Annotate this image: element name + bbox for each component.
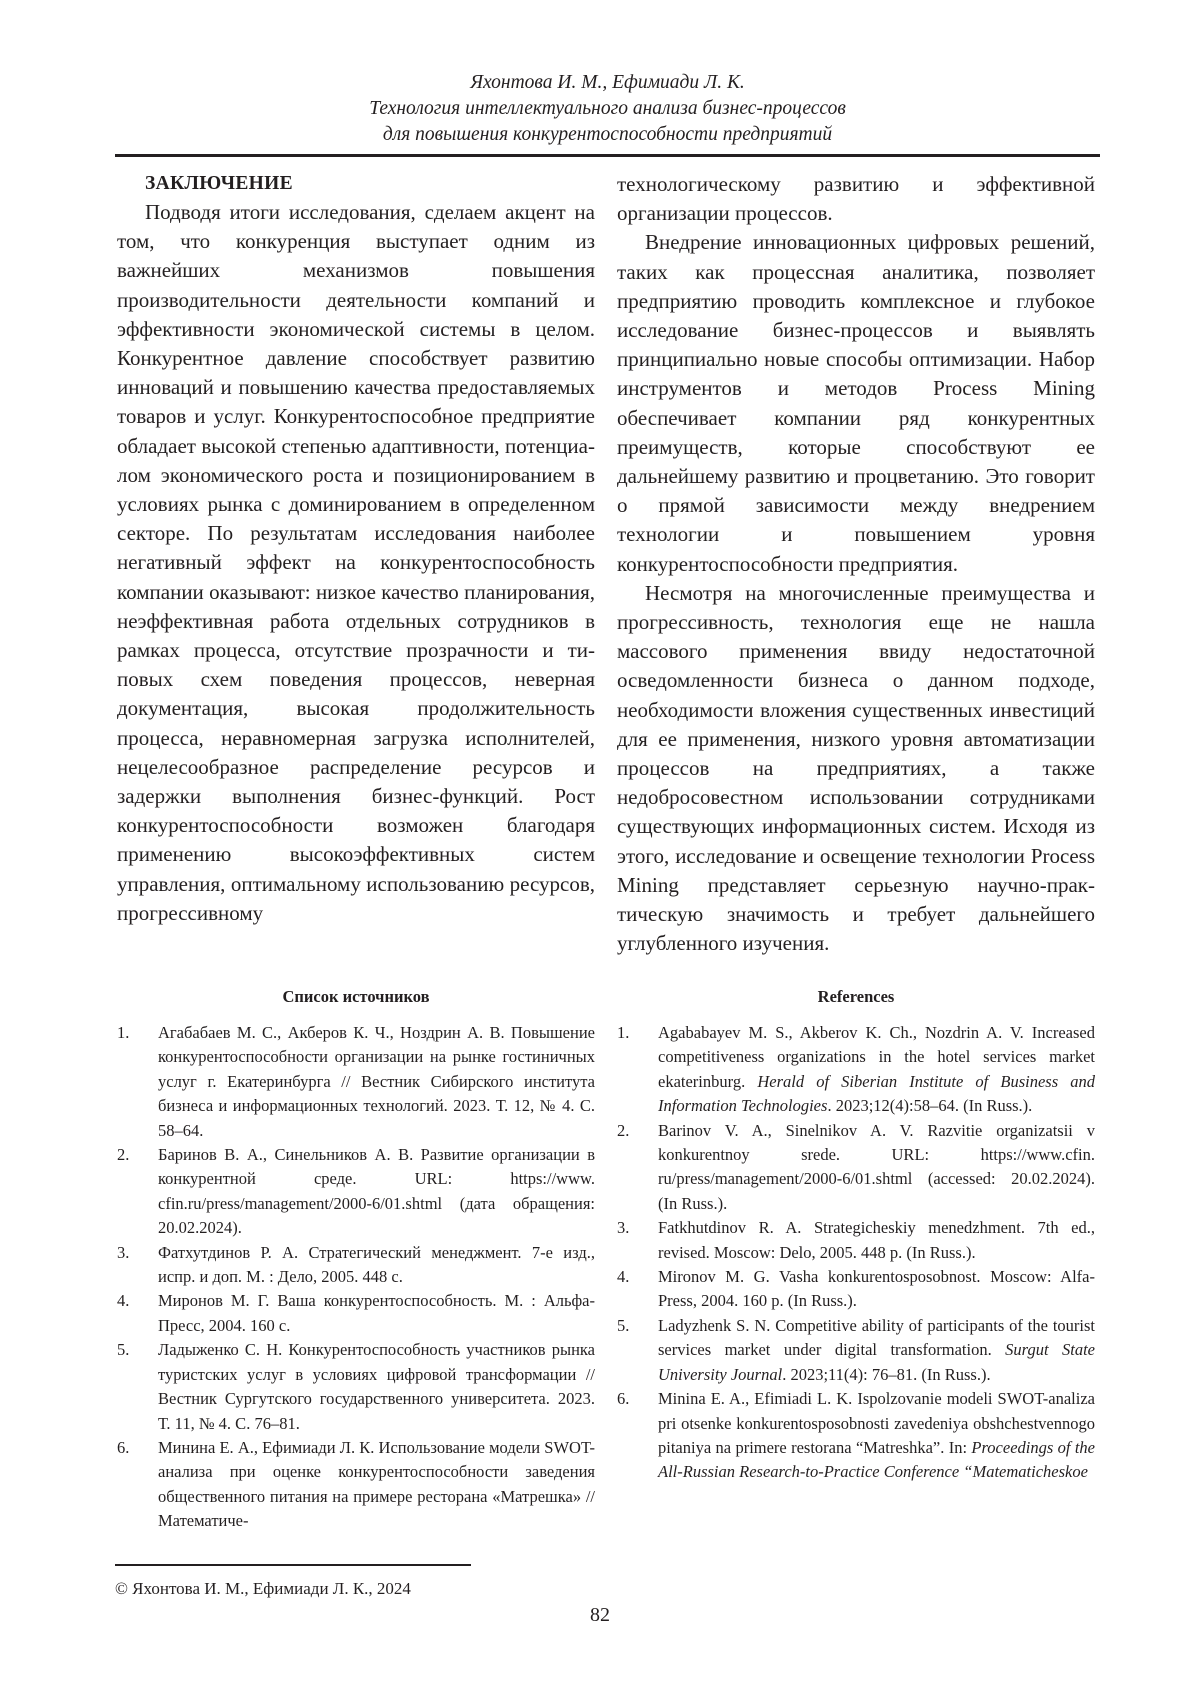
header-authors: Яхонтова И. М., Ефимиади Л. К.: [470, 72, 745, 93]
conclusion-paragraph-2: Внедрение инновационных цифровых решений, таких как процессная аналитика, позволяет предприятию проводить комплексное и глубокое исследование бизнес-процессов и выявлять принципиально новые способы оптимизации. Набор инструментов и методов Process Mining обеспечивает компании ряд конкурентных преимуществ, которые способствуют ее дальнейшему развитию и процветанию. Это говорит о прямой зависимости между внедрением технологии и повышением уровня конкурентоспособности предприятия.: [617, 230, 1095, 576]
reference-plain: Barinov V. A., Sinelnikov A. V. Razvitie organizatsii v konkurentnoy srede. URL: https://www.cfin.​ru/press/management/2000-6/01.shtml (accessed: 20.02.2024). (In Russ.).: [658, 1120, 1095, 1213]
reference-number: 3.: [617, 1218, 630, 1238]
source-number: 5.: [117, 1340, 130, 1360]
running-header: [115, 70, 1100, 148]
reference-plain: Fatkhutdinov R. A. Strategicheskiy menedzhment. 7th ed., revised. Moscow: Delo, 2005. 448 p. (In Russ.).: [658, 1218, 1095, 1262]
header-title-line-2: для повышения конкурентоспособности предприятий: [382, 124, 833, 145]
reference-number: 4.: [617, 1267, 630, 1287]
reference-tail: . 2023;11(4): 76–81. (In Russ.).: [782, 1364, 991, 1384]
source-text: Фатхутдинов Р. А. Стратегический менеджмент. 7-е изд., испр. и доп. М. : Дело, 2005. 448 с.: [158, 1242, 595, 1287]
source-item: [117, 1241, 595, 1290]
reference-tail: . 2023;12(4):58–64. (In Russ.).: [827, 1096, 1033, 1116]
source-number: 2.: [117, 1145, 130, 1165]
references-list-en: [617, 985, 1095, 1485]
reference-number: 1.: [617, 1023, 630, 1042]
source-number: 4.: [117, 1291, 130, 1311]
reference-number: 2.: [617, 1120, 630, 1140]
source-text: Миронов М. Г. Ваша конкурентоспособность. М. : Альфа-Пресс, 2004. 160 с.: [158, 1291, 595, 1335]
reference-item: [617, 1021, 1095, 1119]
reference-item: [617, 1216, 1095, 1265]
reference-text: [658, 1387, 1095, 1485]
sources-list-ru: [117, 985, 595, 1534]
references-heading: References: [817, 987, 895, 1006]
reference-item: [617, 1119, 1095, 1217]
sources-heading: Список источников: [282, 987, 430, 1006]
reference-item: [617, 1265, 1095, 1314]
source-text: Баринов В. А., Синельников А. В. Развитие организации в конкурентной среде. URL: https://www.​cfin.ru/press/management/2000-6/01.shtml (дата обращения: 20.02.2024).: [158, 1145, 595, 1238]
source-number: 1.: [117, 1023, 130, 1042]
source-text: Минина Е. А., Ефимиади Л. К. Использование модели SWOT-анализа при оценке конкурентоспособности заведения общественного питания на примере ресторана «Матрешка» // Математиче-: [158, 1437, 595, 1531]
source-item: [117, 1021, 595, 1143]
header-title-line-1: Технология интеллектуального анализа бизнес-процессов: [369, 98, 846, 119]
source-item: [117, 1143, 595, 1241]
reference-plain: Agababayev M. S., Akberov K. Ch., Nozdrin A. V. Increased competitiveness organizations in the hotel services market ekaterinburg.: [658, 1023, 1095, 1091]
reference-plain: Mironov M. G. Vasha konkurentosposobnost. Moscow: Alfa-Press, 2004. 160 p. (In Russ.).: [658, 1267, 1095, 1311]
copyright-notice: © Яхонтова И. М., Ефимиади Л. К., 2024: [115, 1579, 411, 1598]
source-item: [117, 1289, 595, 1338]
source-item: [117, 1436, 595, 1534]
footnote-rule: [115, 1564, 471, 1566]
reference-plain: Minina E. A., Efimiadi L. K. Ispolzovanie modeli SWOT-analiza pri otsenke konkurentosposobnosti zavedeniya obshchestvennogo pitaniya na primere restorana “Matreshka”. In:: [658, 1389, 1095, 1457]
source-text: Ладыженко С. Н. Конкурентоспособность участников рынка туристских услуг в условиях цифровой трансформации // Вестник Сургутского государственного университета. 2023. Т. 11, № 4. С. 76–81.: [158, 1340, 595, 1433]
conclusion-paragraph-1-continued: технологическому развитию и эффективной организации процессов.: [617, 172, 1095, 226]
header-rule: [115, 154, 1100, 157]
reference-text: [658, 1119, 1095, 1217]
reference-text: [658, 1314, 1095, 1387]
reference-number: 6.: [617, 1389, 630, 1409]
source-number: 6.: [117, 1437, 130, 1457]
reference-text: [658, 1021, 1095, 1119]
reference-journal: Herald of Siberian Institute of Business and Information Technologies: [658, 1071, 1095, 1116]
reference-text: [658, 1216, 1095, 1265]
source-text: Агабабаев М. С., Акберов К. Ч., Ноздрин А. В. Повышение конкурентоспособности организации на рынке гостиничных услуг г. Екатеринбурга // Вестник Сибирского института бизнеса и информационных технологий. 2023. Т. 12, № 4. С. 58–64.: [158, 1023, 595, 1140]
reference-number: 5.: [617, 1315, 630, 1335]
source-item: [117, 1338, 595, 1436]
source-number: 3.: [117, 1242, 130, 1262]
page-number: 82: [590, 1604, 610, 1626]
reference-journal: Proceedings of the All-Russian Research-to-Practice Conference “Matematicheskoe: [658, 1437, 1095, 1482]
reference-text: [658, 1265, 1095, 1314]
conclusion-paragraph-1: Подводя итоги исследования, сделаем акцент на том, что конкуренция выступает одним из важнейших механизмов повышения производительности деятельности компаний и эффективности экономической системы в целом. Конкурентное давление способствует развитию инноваций и повышению качества предоставляемых товаров и услуг. Конкурентоспособное предприятие обладает высокой степенью адаптивности, потенциалом экономического роста и позиционированием в условиях рынка с доминированием в определенном секторе. По результатам исследования наиболее негативный эффект на конкурентоспособность компании оказывают: низкое качество планирования, неэффективная работа отдельных сотрудников в рамках процесса, отсутствие прозрачности и типовых схем поведения процессов, неверная документация, высокая продолжительность процесса, неравномерная загрузка исполнителей, нецелесообразное распределение ресурсов и задержки выполнения бизнес-функций. Рост конкурентоспособности возможен благодаря применению высокоэффективных систем управления, оптимальному использованию ресурсов, прогрессивному: [117, 200, 595, 925]
reference-item: [617, 1387, 1095, 1485]
conclusion-column-left: [117, 170, 595, 928]
reference-journal: Surgut State University Journal: [658, 1340, 1095, 1384]
conclusion-paragraph-3: Несмотря на многочисленные преимущества и прогрессивность, технология еще не нашла массового применения ввиду недостаточной осведомленности бизнеса о данном подходе, необходимости вложения существенных инвестиций для ее применения, низкого уровня автоматизации процессов на предприятиях, а также недобросовестном использовании сотрудниками существующих информационных систем. Исходя из этого, исследование и освещение технологии Process Mining представляет серьезную научно-практическую значимость и требует дальнейшего углубленного изучения.: [617, 580, 1095, 956]
conclusion-heading: ЗАКЛЮЧЕНИЕ: [145, 173, 293, 194]
reference-plain: Ladyzhenk S. N. Competitive ability of participants of the tourist services market under digital transformation.: [658, 1315, 1095, 1360]
reference-item: [617, 1314, 1095, 1387]
conclusion-column-right: [617, 170, 1095, 958]
